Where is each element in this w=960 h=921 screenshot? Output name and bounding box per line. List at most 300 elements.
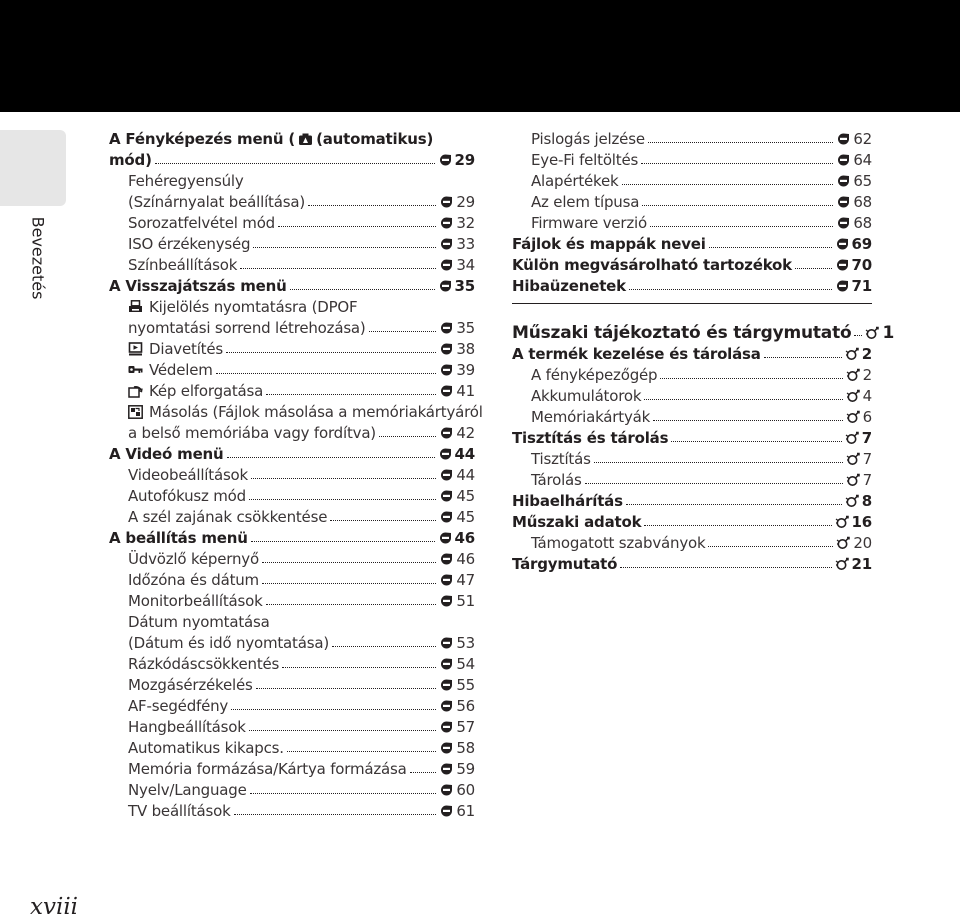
- toc-entry-targymutato[interactable]: [512, 552, 872, 573]
- toc-entry-pislogas-jelzese[interactable]: [512, 127, 872, 148]
- dot-leader: [709, 247, 832, 248]
- toc-entry-label-text: Automatikus kikapcs.: [128, 739, 284, 757]
- page-reference[interactable]: [439, 424, 475, 442]
- toc-entry-label: [128, 298, 357, 316]
- toc-entry-masolas-fajlok-masolasa-a-memoriakartyar: [109, 400, 483, 421]
- toc-entry-label-suffix: (automatikus): [316, 130, 434, 148]
- toc-entry-label: [128, 214, 275, 232]
- toc-entry-label: [531, 534, 705, 552]
- toc-entry-label: [531, 366, 657, 384]
- toc-entry-label: [128, 424, 376, 442]
- dot-leader: [653, 420, 843, 421]
- reference-section-e-icon: [439, 741, 454, 755]
- reference-section-e-icon: [439, 720, 454, 734]
- reference-section-f-icon: [835, 515, 850, 529]
- page-reference[interactable]: [439, 466, 475, 484]
- section-divider: [512, 303, 872, 304]
- reference-section-f-icon: [836, 536, 851, 550]
- toc-entry-label-text: Tisztítás és tárolás: [512, 429, 669, 447]
- page-reference-number: 34: [456, 256, 475, 274]
- side-tab: [0, 130, 66, 206]
- toc-entry-label: [512, 492, 623, 510]
- toc-entry-a-termek-kezelese-es-tarolasa[interactable]: [512, 342, 872, 363]
- page-reference-number: 29: [456, 193, 475, 211]
- toc-entry-a-szel-zajanak-csokkentese[interactable]: [109, 505, 475, 526]
- toc-entry-label: [512, 256, 792, 274]
- toc-entry-label-text: Videobeállítások: [128, 466, 249, 484]
- dot-leader: [644, 399, 842, 400]
- dot-leader: [216, 373, 437, 374]
- dot-leader: [155, 163, 435, 164]
- reference-section-e-icon: [835, 279, 850, 293]
- dot-leader: [262, 583, 436, 584]
- page-reference-number: 59: [456, 760, 475, 778]
- dot-leader: [641, 163, 833, 164]
- dot-leader: [330, 520, 436, 521]
- page-reference[interactable]: [836, 151, 872, 169]
- dot-leader: [332, 646, 436, 647]
- toc-entry-label: [128, 340, 223, 358]
- page-reference-number: 64: [853, 151, 872, 169]
- page-reference[interactable]: [865, 324, 894, 342]
- page-reference[interactable]: [439, 697, 475, 715]
- page-reference-number: 62: [853, 130, 872, 148]
- toc-entry-label-text: Hibaelhárítás: [512, 492, 623, 510]
- page-reference-number: 55: [456, 676, 475, 694]
- toc-entry-label-text: A Visszajátszás menü: [109, 277, 287, 295]
- toc-entry-label-text: Eye-Fi feltöltés: [531, 151, 639, 169]
- toc-entry-muszaki-tajekoztato-es-targymutato[interactable]: [512, 314, 895, 343]
- reference-section-f-icon: [845, 494, 860, 508]
- copy-icon: [128, 405, 143, 419]
- toc-entry-label: [128, 403, 483, 421]
- page-reference-number: 38: [456, 340, 475, 358]
- toc-entry-label: [128, 697, 228, 715]
- reference-section-f-icon: [835, 557, 850, 571]
- dot-leader: [671, 441, 841, 442]
- reference-section-e-icon: [439, 804, 454, 818]
- page-reference-number: 46: [454, 529, 475, 547]
- toc-entry-akkumulatorok[interactable]: [512, 384, 872, 405]
- toc-entry-label: [512, 345, 761, 363]
- page-reference-number: 35: [456, 319, 475, 337]
- page-reference[interactable]: [439, 802, 475, 820]
- dot-leader: [764, 357, 842, 358]
- toc-entry-label-text: Az elem típusa: [531, 193, 640, 211]
- toc-entry-label: [128, 319, 366, 337]
- toc-entry-label-text: Nyelv/Language: [128, 781, 247, 799]
- page-reference[interactable]: [835, 277, 872, 295]
- page-reference[interactable]: [835, 235, 872, 253]
- page-reference-number: 45: [456, 487, 475, 505]
- page-reference[interactable]: [835, 513, 872, 531]
- toc-entry-a-belso-memoriaba-vagy-forditva[interactable]: [109, 421, 475, 442]
- reference-section-f-icon: [845, 347, 860, 361]
- toc-entry-label-text: mód): [109, 151, 152, 169]
- toc-entry-vedelem[interactable]: [109, 358, 475, 379]
- toc-entry-label: [128, 802, 231, 820]
- toc-entry-az-elem-tipusa[interactable]: [512, 190, 872, 211]
- toc-entry-alapertekek[interactable]: [512, 169, 872, 190]
- toc-entry-label-text: Firmware verzió: [531, 214, 648, 232]
- toc-entry-label-text: A termék kezelése és tárolása: [512, 345, 761, 363]
- dot-leader: [379, 436, 436, 437]
- page-reference-number: 53: [456, 634, 475, 652]
- page-reference-number: 42: [456, 424, 475, 442]
- reference-section-e-icon: [439, 321, 454, 335]
- page-reference[interactable]: [835, 256, 872, 274]
- dot-leader: [854, 335, 862, 336]
- toc-entry-label: [128, 634, 329, 652]
- page-reference[interactable]: [439, 718, 475, 736]
- toc-entry-label-text: A fényképezőgép: [531, 366, 658, 384]
- page-reference[interactable]: [439, 340, 475, 358]
- page-reference-number: 21: [851, 555, 872, 573]
- dot-leader: [231, 709, 436, 710]
- dot-leader: [234, 814, 437, 815]
- toc-entry-label-text: TV beállítások: [128, 802, 231, 820]
- toc-entry-label-text: Műszaki tájékoztató és tárgymutató: [512, 323, 852, 343]
- toc-entry-label-text: Hibaüzenetek: [512, 277, 626, 295]
- camera-auto-icon: [298, 132, 313, 146]
- toc-entry-diavetites[interactable]: [109, 337, 475, 358]
- toc-entry-tamogatott-szabvanyok[interactable]: [512, 531, 872, 552]
- toc-entry-a-fenykepezes-menu: [109, 127, 475, 148]
- page-reference[interactable]: [439, 193, 475, 211]
- page-reference[interactable]: [439, 550, 475, 568]
- dot-leader: [642, 205, 833, 206]
- page-reference[interactable]: [439, 235, 475, 253]
- toc-entry-szinbeallitasok[interactable]: [109, 253, 475, 274]
- page-reference[interactable]: [439, 256, 475, 274]
- dot-leader: [227, 457, 435, 458]
- top-black-bar: [0, 0, 960, 112]
- dot-leader: [249, 730, 437, 731]
- page-reference-number: 45: [456, 508, 475, 526]
- dot-leader: [266, 604, 437, 605]
- toc-entry-label-text: Dátum nyomtatása: [128, 613, 270, 631]
- page-reference[interactable]: [836, 193, 872, 211]
- page-reference[interactable]: [439, 655, 475, 673]
- dot-leader: [282, 667, 436, 668]
- toc-entry-label: [109, 130, 433, 148]
- toc-entry-mod[interactable]: [109, 148, 475, 169]
- toc-entry-a-visszajatszas-menu[interactable]: [109, 274, 475, 295]
- toc-entry-label: [512, 555, 617, 573]
- toc-entry-idozona-es-datum[interactable]: [109, 568, 475, 589]
- toc-entry-memoriakartyak[interactable]: [512, 405, 872, 426]
- dot-leader: [262, 562, 436, 563]
- toc-entry-label-text: nyomtatási sorrend létrehozása): [128, 319, 366, 337]
- page-reference-number: 68: [853, 193, 872, 211]
- page-reference[interactable]: [439, 487, 475, 505]
- toc-entry-label: [512, 513, 641, 531]
- reference-section-e-icon: [439, 258, 454, 272]
- reference-section-e-icon: [439, 552, 454, 566]
- toc-entry-iso-erzekenyseg[interactable]: [109, 232, 475, 253]
- reference-section-f-icon: [846, 473, 861, 487]
- toc-entry-label: [512, 277, 626, 295]
- toc-entry-firmware-verzio[interactable]: [512, 211, 872, 232]
- page-reference[interactable]: [439, 382, 475, 400]
- toc-entry-a-video-menu[interactable]: [109, 442, 475, 463]
- page-reference-number: 7: [862, 471, 872, 489]
- reference-section-e-icon: [439, 363, 454, 377]
- toc-entry-feheregyensuly: [109, 169, 475, 190]
- toc-entry-mozgaserzekeles[interactable]: [109, 673, 475, 694]
- toc-entry-hangbeallitasok[interactable]: [109, 715, 475, 736]
- page-reference[interactable]: [439, 739, 475, 757]
- page-reference-number: 4: [862, 387, 872, 405]
- toc-entry-label: [109, 445, 224, 463]
- toc-entry-label-text: Tárolás: [531, 471, 582, 489]
- page-reference[interactable]: [846, 366, 872, 384]
- page-reference[interactable]: [836, 172, 872, 190]
- toc-entry-label-text: A szél zajának csökkentése: [128, 508, 328, 526]
- page-reference[interactable]: [439, 361, 475, 379]
- toc-entry-automatikus-kikapcs[interactable]: [109, 736, 475, 757]
- page-reference-number: 65: [853, 172, 872, 190]
- toc-entry-label-text: Hangbeállítások: [128, 718, 246, 736]
- page-reference[interactable]: [439, 634, 475, 652]
- slideshow-icon: [128, 342, 143, 356]
- page-reference-number: 1: [882, 323, 895, 343]
- dot-leader: [240, 268, 436, 269]
- page-reference[interactable]: [438, 445, 475, 463]
- dot-leader: [308, 205, 436, 206]
- toc-entry-sorozatfelvetel-mod[interactable]: [109, 211, 475, 232]
- reference-section-e-icon: [439, 426, 454, 440]
- toc-entry-label: [128, 193, 305, 211]
- toc-entry-kulon-megvasarolhato-tartozekok[interactable]: [512, 253, 872, 274]
- toc-entry-a-beallitas-menu[interactable]: [109, 526, 475, 547]
- dot-leader: [410, 772, 437, 773]
- toc-entry-label: [512, 429, 668, 447]
- toc-entry-label-text: Tárgymutató: [512, 555, 618, 573]
- page-reference[interactable]: [439, 592, 475, 610]
- page-reference[interactable]: [846, 387, 872, 405]
- toc-entry-label: [128, 760, 407, 778]
- toc-entry-label: [531, 214, 647, 232]
- toc-entry-label: [109, 151, 152, 169]
- toc-entry-label-text: Üdvözlő képernyő: [128, 550, 259, 568]
- page-reference[interactable]: [439, 508, 475, 526]
- dot-leader: [278, 226, 436, 227]
- toc-entry-datum-nyomtatasa: [109, 610, 475, 631]
- toc-entry-label-text: Kép elforgatása: [149, 382, 264, 400]
- page-reference[interactable]: [439, 781, 475, 799]
- toc-entry-memoria-formazasa-kartya-formazasa[interactable]: [109, 757, 475, 778]
- toc-entry-monitorbeallitasok[interactable]: [109, 589, 475, 610]
- reference-section-e-icon: [439, 657, 454, 671]
- toc-entry-label-text: Fehéregyensúly: [128, 172, 244, 190]
- page-reference[interactable]: [845, 429, 872, 447]
- toc-entry-label: [531, 151, 638, 169]
- page-reference-number: 7: [861, 429, 872, 447]
- toc-entry-fajlok-es-mappak-nevei[interactable]: [512, 232, 872, 253]
- page-reference-number: 46: [456, 550, 475, 568]
- reference-section-e-icon: [836, 216, 851, 230]
- reference-section-e-icon: [835, 237, 850, 251]
- toc-entry-label: [128, 655, 279, 673]
- toc-entry-label-text: Pislogás jelzése: [531, 130, 645, 148]
- toc-entry-label-text: Külön megvásárolható tartozékok: [512, 256, 792, 274]
- toc-entry-label-text: Fájlok és mappák nevei: [512, 235, 706, 253]
- toc-entry-label: [531, 471, 582, 489]
- page-reference-number: 58: [456, 739, 475, 757]
- dot-leader: [266, 394, 436, 395]
- page-reference-number: 41: [456, 382, 475, 400]
- toc-entry-label-text: Védelem: [149, 361, 213, 379]
- page-reference[interactable]: [439, 760, 475, 778]
- toc-entry-label-text: Műszaki adatok: [512, 513, 642, 531]
- toc-entry-label-text: Akkumulátorok: [531, 387, 642, 405]
- page-reference-number: 6: [862, 408, 872, 426]
- page-reference-number: 39: [456, 361, 475, 379]
- reference-section-e-icon: [836, 195, 851, 209]
- reference-section-e-icon: [438, 447, 453, 461]
- toc-entry-nyomtatasi-sorrend-letrehozasa[interactable]: [109, 316, 475, 337]
- page-number: xviii: [30, 894, 79, 920]
- page-reference-number: 2: [862, 366, 872, 384]
- toc-entry-af-segedfeny[interactable]: [109, 694, 475, 715]
- toc-entry-label-text: A Fényképezés menü (: [109, 130, 296, 148]
- toc-entry-hibauzenetek[interactable]: [512, 274, 872, 295]
- page-reference[interactable]: [438, 151, 475, 169]
- toc-entry-tv-beallitasok[interactable]: [109, 799, 475, 820]
- dot-leader: [795, 268, 832, 269]
- toc-entry-datum-es-ido-nyomtatasa[interactable]: [109, 631, 475, 652]
- reference-section-e-icon: [439, 699, 454, 713]
- reference-section-e-icon: [439, 510, 454, 524]
- dot-leader: [251, 478, 436, 479]
- toc-entry-label: [128, 571, 259, 589]
- toc-entry-a-fenykepezogep[interactable]: [512, 363, 872, 384]
- page-reference-number: 70: [851, 256, 872, 274]
- toc-entry-label: [128, 361, 213, 379]
- toc-entry-autofokusz-mod[interactable]: [109, 484, 475, 505]
- page-reference-number: 44: [454, 445, 475, 463]
- dot-leader: [253, 247, 436, 248]
- toc-entry-label-text: Tisztítás: [531, 450, 591, 468]
- reference-section-f-icon: [846, 410, 861, 424]
- toc-entry-label-text: A beállítás menü: [109, 529, 248, 547]
- reference-section-f-icon: [846, 452, 861, 466]
- toc-entry-label-text: Kijelölés nyomtatásra (DPOF: [149, 298, 358, 316]
- toc-entry-nyelv-language[interactable]: [109, 778, 475, 799]
- toc-entry-udvozlo-kepernyo[interactable]: [109, 547, 475, 568]
- toc-entry-label: [531, 450, 591, 468]
- toc-entry-razkodascsokkentes[interactable]: [109, 652, 475, 673]
- page-reference[interactable]: [439, 319, 475, 337]
- dot-leader: [226, 352, 436, 353]
- dot-leader: [650, 226, 833, 227]
- page-reference[interactable]: [845, 492, 872, 510]
- toc-entry-label: [512, 324, 851, 342]
- toc-entry-hibaelharitas[interactable]: [512, 489, 872, 510]
- page-reference[interactable]: [439, 676, 475, 694]
- toc-entry-kijeloles-nyomtatasra-dpof: [109, 295, 475, 316]
- toc-entry-videobeallitasok[interactable]: [109, 463, 475, 484]
- page-reference-number: 56: [456, 697, 475, 715]
- toc-entry-szinarnyalat-beallitasa[interactable]: [109, 190, 475, 211]
- page-reference[interactable]: [846, 408, 872, 426]
- dot-leader: [290, 289, 435, 290]
- page-reference[interactable]: [846, 450, 872, 468]
- page-reference[interactable]: [438, 277, 475, 295]
- page-reference-number: 47: [456, 571, 475, 589]
- page-reference-number: 60: [456, 781, 475, 799]
- toc-entry-label-text: Alapértékek: [531, 172, 619, 190]
- page-reference-number: 2: [861, 345, 872, 363]
- toc-entry-label: [128, 550, 259, 568]
- toc-entry-label: [531, 408, 650, 426]
- toc-entry-kep-elforgatasa[interactable]: [109, 379, 475, 400]
- toc-entry-label-text: (Színárnyalat beállítása): [128, 193, 305, 211]
- page-reference-number: 69: [851, 235, 872, 253]
- page-reference[interactable]: [835, 555, 872, 573]
- page-reference-number: 44: [456, 466, 475, 484]
- dot-leader: [369, 331, 437, 332]
- key-icon: [128, 363, 143, 377]
- reference-section-e-icon: [439, 195, 454, 209]
- dot-leader: [249, 499, 436, 500]
- toc-entry-tisztitas[interactable]: [512, 447, 872, 468]
- page-reference-number: 29: [454, 151, 475, 169]
- toc-entry-label: [128, 508, 327, 526]
- reference-section-e-icon: [439, 342, 454, 356]
- page-reference[interactable]: [439, 571, 475, 589]
- toc-entry-label-text: Mozgásérzékelés: [128, 676, 253, 694]
- toc-entry-label-text: Támogatott szabványok: [531, 534, 706, 552]
- dot-leader: [620, 567, 831, 568]
- dot-leader: [256, 688, 437, 689]
- toc-entry-tisztitas-es-tarolas[interactable]: [512, 426, 872, 447]
- toc-entry-label: [128, 466, 248, 484]
- toc-entry-eye-fi-feltoltes[interactable]: [512, 148, 872, 169]
- toc-entry-label: [512, 235, 706, 253]
- reference-section-e-icon: [439, 783, 454, 797]
- dot-leader: [594, 462, 843, 463]
- toc-entry-label-text: Színbeállítások: [128, 256, 238, 274]
- page-reference[interactable]: [836, 214, 872, 232]
- toc-entry-label-text: A Videó menü: [109, 445, 224, 463]
- toc-entry-label-text: Memóriakártyák: [531, 408, 651, 426]
- toc-entry-label: [531, 387, 641, 405]
- dot-leader: [585, 483, 843, 484]
- page-reference[interactable]: [438, 529, 475, 547]
- reference-section-e-icon: [439, 468, 454, 482]
- page-reference[interactable]: [836, 534, 872, 552]
- page-reference-number: 35: [454, 277, 475, 295]
- page-reference[interactable]: [836, 130, 872, 148]
- page-reference[interactable]: [845, 345, 872, 363]
- toc-entry-label: [128, 592, 263, 610]
- page-reference[interactable]: [439, 214, 475, 232]
- toc-entry-label-text: Időzóna és dátum: [128, 571, 259, 589]
- reference-section-e-icon: [439, 678, 454, 692]
- toc-entry-label-text: (Dátum és idő nyomtatása): [128, 634, 329, 652]
- page-reference-number: 20: [853, 534, 872, 552]
- toc-entry-tarolas[interactable]: [512, 468, 872, 489]
- reference-section-e-icon: [836, 174, 851, 188]
- reference-section-e-icon: [439, 636, 454, 650]
- page-reference[interactable]: [846, 471, 872, 489]
- page-reference-number: 68: [853, 214, 872, 232]
- toc-entry-muszaki-adatok[interactable]: [512, 510, 872, 531]
- page-reference-number: 7: [862, 450, 872, 468]
- reference-section-e-icon: [439, 237, 454, 251]
